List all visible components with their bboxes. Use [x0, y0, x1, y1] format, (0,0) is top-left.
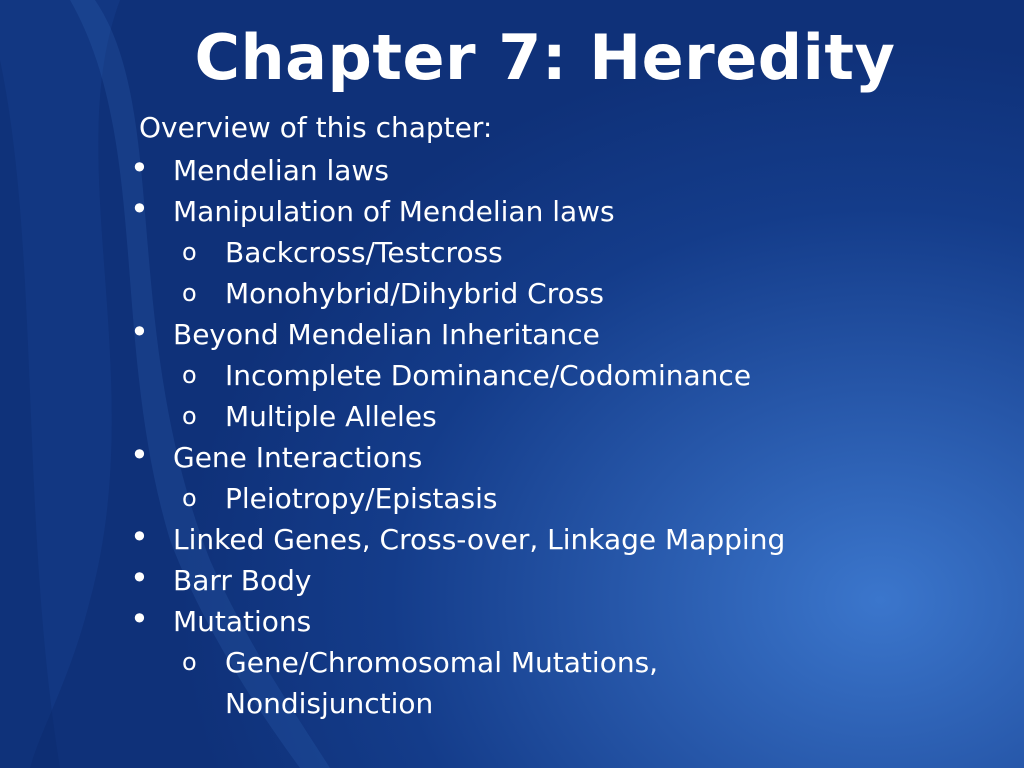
bullet-dot-icon: •	[130, 436, 149, 474]
bullet-text: Manipulation of Mendelian laws	[173, 195, 615, 228]
bullet-dot-icon: •	[130, 518, 149, 556]
bullet-item	[0, 314, 785, 355]
bullet-text: Monohybrid/Dihybrid Cross	[225, 277, 604, 310]
bullet-text: Linked Genes, Cross-over, Linkage Mapping	[173, 523, 786, 556]
bullet-text: Incomplete Dominance/Codominance	[225, 359, 752, 392]
sub-bullet-item	[0, 642, 785, 724]
bullet-text: Mendelian laws	[173, 154, 389, 187]
sub-bullet-circle-icon: o	[182, 648, 197, 676]
bullet-dot-icon: •	[130, 149, 149, 187]
sub-bullet-item	[0, 478, 785, 519]
bullet-text: Pleiotropy/Epistasis	[225, 482, 498, 515]
sub-bullet-circle-icon: o	[182, 402, 197, 430]
bullet-item	[0, 191, 785, 232]
bullet-text: Barr Body	[173, 564, 312, 597]
bullet-item	[0, 560, 785, 601]
sub-bullet-item	[0, 232, 785, 273]
sub-bullet-item	[0, 355, 785, 396]
bullet-text: Backcross/Testcross	[225, 236, 503, 269]
bullet-dot-icon: •	[130, 559, 149, 597]
sub-bullet-item	[0, 273, 785, 314]
bullet-item	[0, 519, 785, 560]
sub-bullet-circle-icon: o	[182, 279, 197, 307]
bullet-text: Gene Interactions	[173, 441, 423, 474]
chapter-outline-list	[0, 150, 785, 724]
bullet-text: Beyond Mendelian Inheritance	[173, 318, 600, 351]
bullet-text: Multiple Alleles	[225, 400, 437, 433]
bullet-text: Mutations	[173, 605, 312, 638]
sub-bullet-item	[0, 396, 785, 437]
bullet-item	[0, 601, 785, 642]
bullet-dot-icon: •	[130, 600, 149, 638]
sub-bullet-circle-icon: o	[182, 361, 197, 389]
sub-bullet-circle-icon: o	[182, 484, 197, 512]
sub-bullet-circle-icon: o	[182, 238, 197, 266]
bullet-item	[0, 437, 785, 478]
bullet-dot-icon: •	[130, 190, 149, 228]
bullet-item	[0, 150, 785, 191]
bullet-dot-icon: •	[130, 313, 149, 351]
bullet-text: Gene/Chromosomal Mutations, Nondisjunction	[225, 646, 659, 720]
slide-title: Chapter 7: Heredity	[194, 21, 896, 94]
overview-heading: Overview of this chapter:	[139, 111, 493, 144]
